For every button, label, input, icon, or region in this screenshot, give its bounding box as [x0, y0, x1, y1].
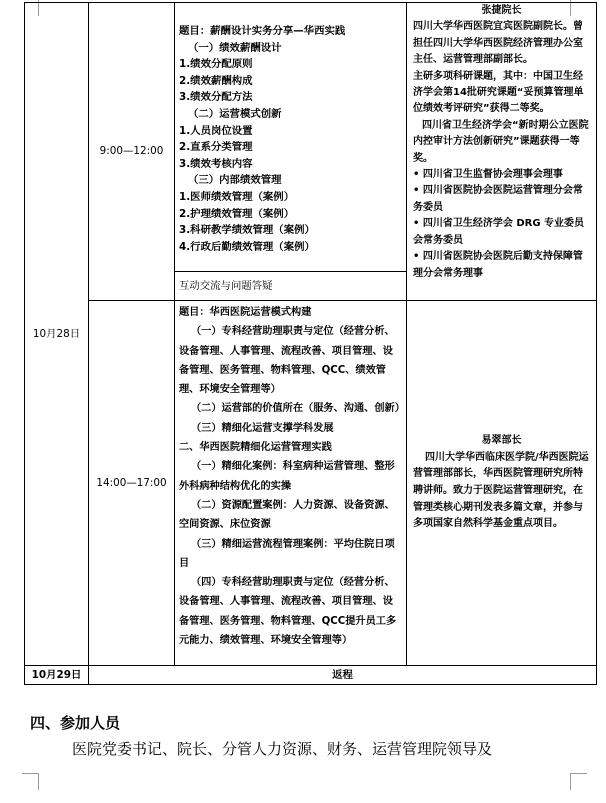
interaction-cell: 互动交流与问题答疑 — [175, 272, 407, 301]
afternoon-topic-title: 题目：华西医院运营模式构建 — [179, 307, 312, 318]
morning-line: （一）绩效薪酬设计 — [188, 41, 282, 54]
afternoon-line: （二）资源配置案例：人力资源、设备资源、空间资源、床位资源 — [179, 499, 395, 531]
afternoon-line: （一）专科经营助理职责与定位（经营分析、设备管理、人事管理、流程改善、项目管理、设备管理、医务管理、物料管理、QCC、绩效管理、环境安全管理等） — [179, 326, 395, 396]
speaker-name: 张捷院长 — [481, 5, 522, 16]
speaker-bio: 四川省卫生经济学会“新时期公立医院内控审计方法创新研究”课题获得一等奖。 — [413, 119, 589, 164]
morning-line: 1.绩效分配原则 — [179, 58, 253, 71]
afternoon-line: （三）精细化运营支撑学科发展 — [191, 422, 334, 434]
schedule-row-afternoon — [25, 301, 597, 666]
section-paragraph: 医院党委书记、院长、分管人力资源、财务、运营管理院领导及 — [72, 740, 493, 758]
content-cell-morning — [175, 3, 407, 272]
day2-content-cell: 返程 — [89, 666, 597, 685]
crop-mark-bottom-left — [22, 773, 39, 790]
morning-line: 3.绩效分配方法 — [179, 91, 253, 104]
speaker-role: • 四川省医院协会医院运营管理分会常务委员 — [413, 185, 583, 213]
section-heading: 四、参加人员 — [30, 714, 121, 732]
speaker-role: • 四川省卫生经济学会 DRG 专业委员会常务委员 — [413, 218, 585, 246]
morning-line: 4.行政后勤绩效管理（案例） — [179, 240, 315, 253]
morning-line: 2.绩效薪酬构成 — [179, 74, 253, 87]
speaker-cell-afternoon — [407, 301, 597, 666]
afternoon-line: （一）精细化案例：科室病种运营管理、整形外科病种结构优化的实操 — [179, 461, 395, 492]
speaker-role: • 四川省医院协会医院后勤支持保障管理分会常务理事 — [413, 251, 583, 279]
crop-mark-bottom-right — [570, 773, 587, 790]
afternoon-line: （二）运营部的价值所在（服务、沟通、创新） — [191, 403, 405, 415]
date-cell-day1: 10月28日 — [25, 3, 89, 666]
schedule-row-day2 — [25, 666, 597, 685]
content-cell-afternoon — [175, 301, 407, 666]
speaker-bio: 主研多项科研课题，其中：中国卫生经济学会第14批研究课题“妥预算管理单位绩效考评研究”获得二等奖。 — [413, 70, 584, 115]
speaker-role: • 四川省卫生监督协会理事会理事 — [413, 169, 563, 181]
speaker-name: 易翠部长 — [481, 435, 522, 447]
morning-line: 1.人员岗位设置 — [179, 124, 253, 137]
speaker-bio: 四川大学华西临床医学院/华西医院运营管理部部长，华西医院管理研究所特聘讲师。致力于医院运营管理研究，在管理类核心期刊发表多篇文章，并参与多项国家自然科学基金重点项目。 — [413, 451, 589, 530]
morning-line: （三）内部绩效管理 — [188, 174, 282, 187]
date-cell-day2: 10月29日 — [25, 666, 89, 685]
speaker-roles-list — [413, 167, 590, 282]
time-cell-afternoon: 14:00—17:00 — [89, 301, 175, 666]
schedule-row-morning — [25, 3, 597, 272]
afternoon-line: （三）精细运营流程管理案例：平均住院日项目 — [179, 538, 395, 569]
time-cell-morning: 9:00—12:00 — [89, 3, 175, 301]
morning-line: 3.绩效考核内容 — [179, 157, 253, 170]
speaker-bio: 四川大学华西医院宜宾医院副院长。曾担任四川大学华西医院经济管理办公室主任、运营管理部副部长。 — [413, 21, 583, 66]
schedule-table — [24, 2, 597, 685]
speaker-cell-morning — [407, 3, 597, 301]
morning-line: 2.护理绩效管理（案例） — [179, 207, 295, 220]
afternoon-line: （四）专科经营助理职责与定位（经营分析、设备管理、人事管理、流程改善、项目管理、设备管理、医务管理、物料管理、QCC提升员工多元能力、绩效管理、环境安全管理等） — [179, 577, 397, 647]
morning-topic-title: 题目：薪酬设计实务分享—华西实践 — [179, 25, 346, 37]
morning-line: 3.科研教学绩效管理（案例） — [179, 224, 315, 237]
morning-line: （二）运营模式创新 — [188, 107, 282, 120]
afternoon-line: 二、华西医院精细化运营管理实践 — [179, 442, 332, 454]
morning-line: 2.直系分类管理 — [179, 141, 253, 154]
morning-line: 1.医师绩效管理（案例） — [179, 190, 295, 203]
